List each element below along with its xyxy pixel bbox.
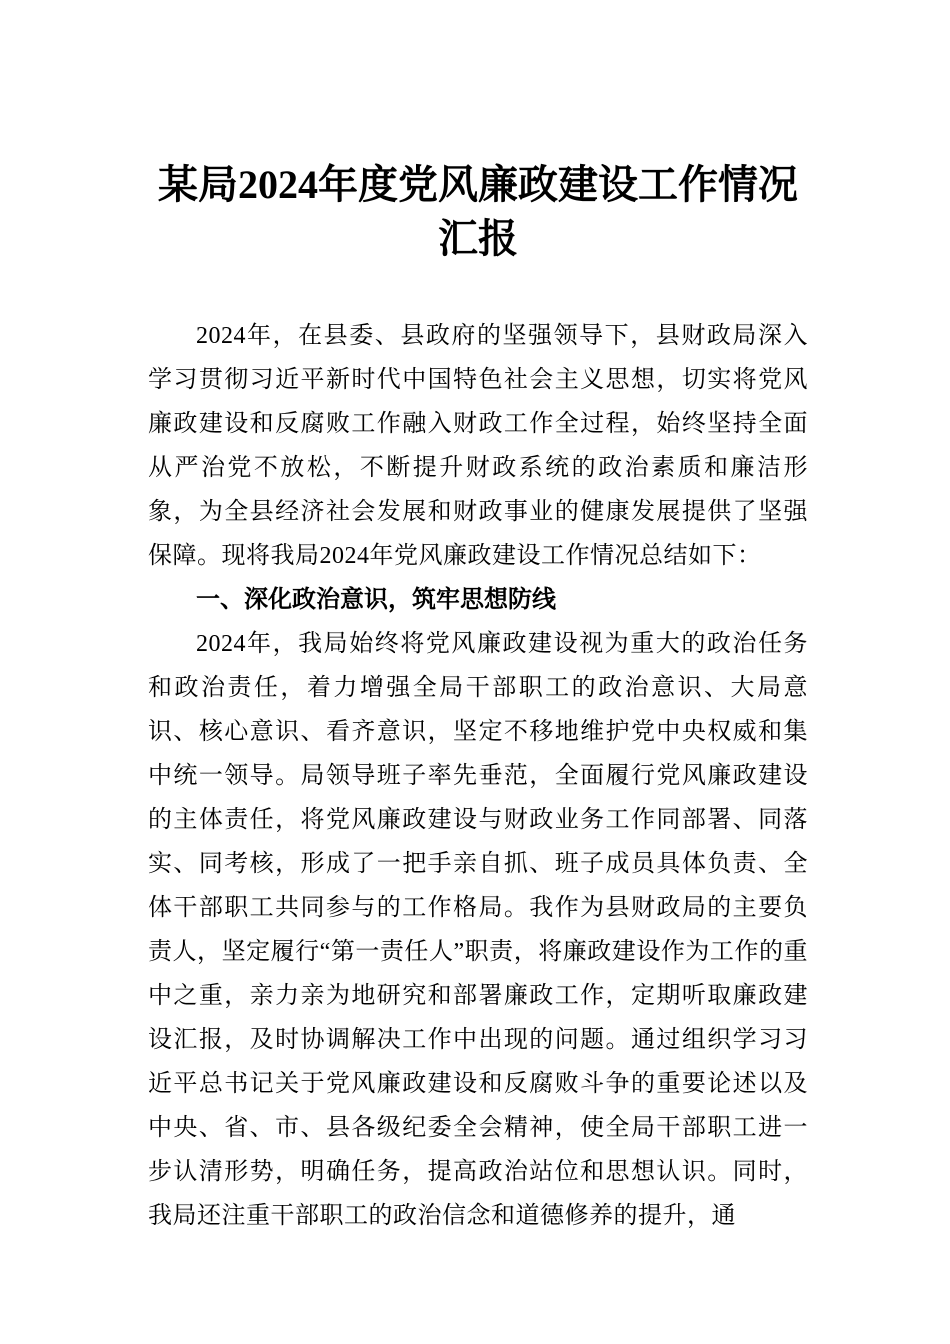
document-title: 某局2024年度党风廉政建设工作情况汇报	[158, 162, 798, 261]
paragraph-section-1: 2024年，我局始终将党风廉政建设视为重大的政治任务和政治责任，着力增强全局干部职工的政治意识、大局意识、核心意识、看齐意识，坚定不移地维护党中央权威和集中统一领导。局领导班子率先垂范，全面履行党风廉政建设的主体责任，将党风廉政建设与财政业务工作同部署、同落实、同考核，形成了一把手亲自抓、班子成员具体负责、全体干部职工共同参与的工作格局。我作为县财政局的主要负责人，坚定履行“第一责任人”职责，将廉政建设作为工作的重中之重，亲力亲为地研究和部署廉政工作，定期听取廉政建设汇报，及时协调解决工作中出现的问题。通过组织学习习近平总书记关于党风廉政建设和反腐败斗争的重要论述以及中央、省、市、县各级纪委全会精神，使全局干部职工进一步认清形势，明确任务，提高政治站位和思想认识。同时，我局还注重干部职工的政治信念和道德修养的提升，通	[148, 631, 808, 1229]
paragraph-intro: 2024年，在县委、县政府的坚强领导下，县财政局深入学习贯彻习近平新时代中国特色社会主义思想，切实将党风廉政建设和反腐败工作融入财政工作全过程，始终坚持全面从严治党不放松，不断提升财政系统的政治素质和廉洁形象，为全县经济社会发展和财政事业的健康发展提供了坚强保障。现将我局2024年党风廉政建设工作情况总结如下：	[148, 323, 808, 569]
document-content	[148, 158, 808, 1238]
section-heading-1: 一、深化政治意识，筑牢思想防线	[196, 586, 556, 613]
